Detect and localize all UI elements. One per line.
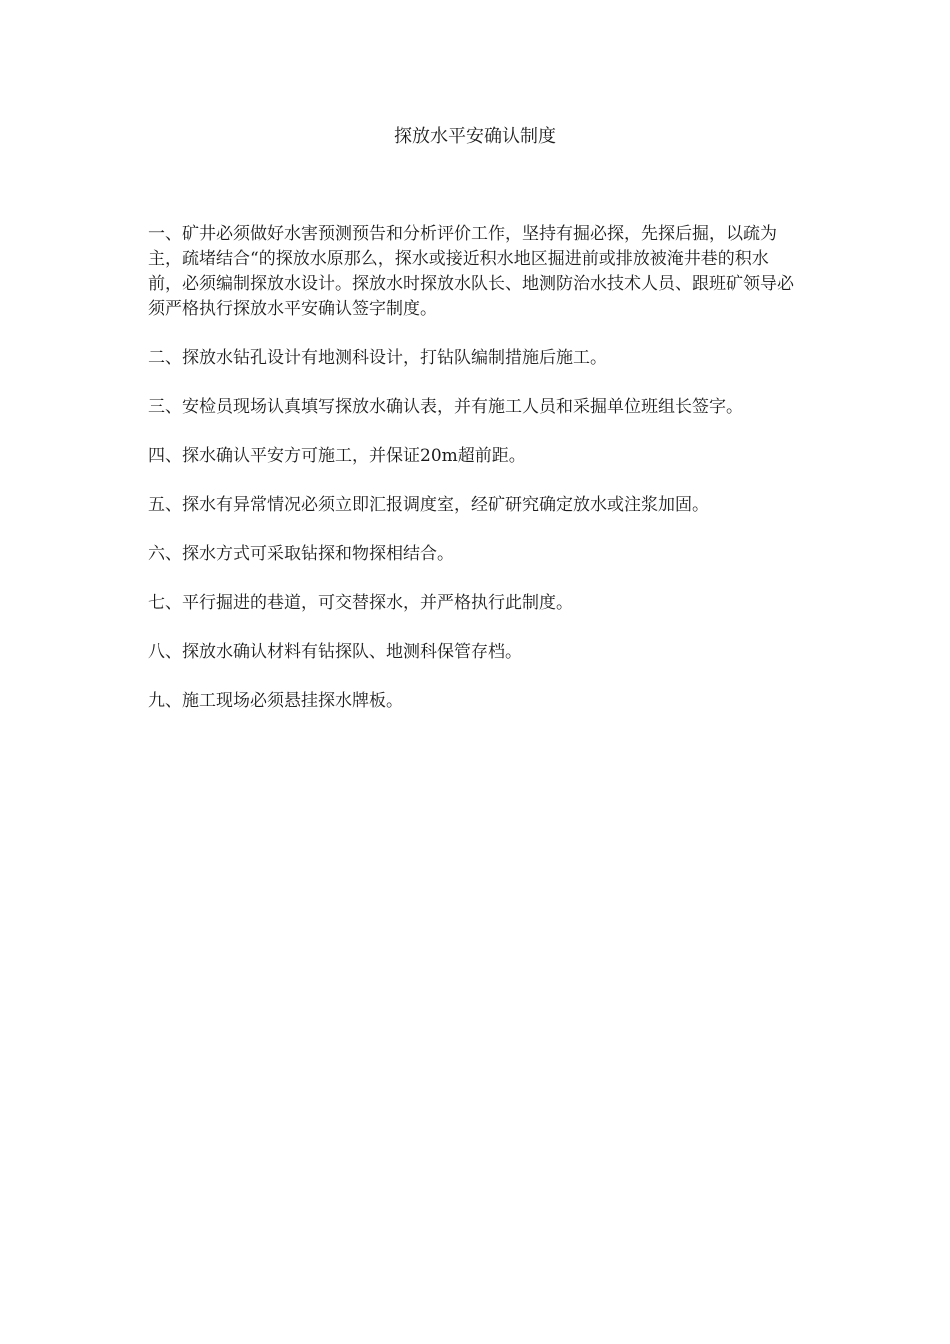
paragraph-4: 四、探水确认平安方可施工，并保证20m超前距。 bbox=[148, 446, 526, 466]
paragraph-6: 六、探水方式可采取钻探和物探相结合。 bbox=[148, 544, 454, 564]
document-body bbox=[148, 222, 802, 738]
paragraph-8: 八、探放水确认材料有钻探队、地测科保管存档。 bbox=[148, 642, 522, 662]
paragraph-7: 七、平行掘进的巷道，可交替探水，并严格执行此制度。 bbox=[148, 593, 573, 613]
paragraph-2: 二、探放水钻孔设计有地测科设计，打钻队编制措施后施工。 bbox=[148, 348, 607, 368]
paragraph-3: 三、安检员现场认真填写探放水确认表，并有施工人员和采掘单位班组长签字。 bbox=[148, 397, 743, 417]
paragraph-5: 五、探水有异常情况必须立即汇报调度室，经矿研究确定放水或注浆加固。 bbox=[148, 495, 709, 515]
paragraph-9: 九、施工现场必须悬挂探水牌板。 bbox=[148, 691, 403, 711]
paragraph-1: 一、矿井必须做好水害预测预告和分析评价工作，坚持有掘必探，先探后掘，以疏为主，疏堵结合“的探放水原那么，探水或接近积水地区掘进前或排放被淹井巷的积水前，必须编制探放水设计。探放水时探放水队长、地测防治水技术人员、跟班矿领导必须严格执行探放水平安确认签字制度。 bbox=[148, 224, 794, 319]
document-title: 探放水平安确认制度 bbox=[394, 126, 556, 147]
